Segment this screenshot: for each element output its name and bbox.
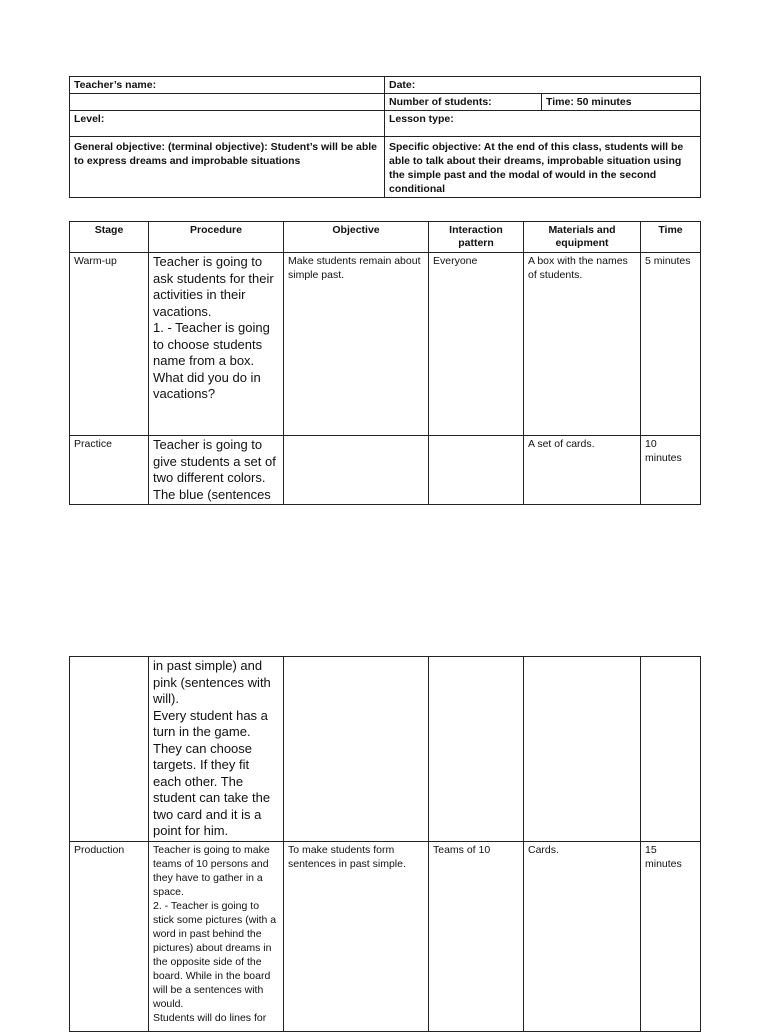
col-header-procedure: Procedure	[149, 222, 284, 253]
interaction-cell	[429, 436, 524, 505]
col-header-materials: Materials and equipment	[524, 222, 641, 253]
number-of-students-cell: Number of students:	[385, 94, 542, 111]
materials-cell: A set of cards.	[524, 436, 641, 505]
objective-cell: Make students remain about simple past.	[284, 253, 429, 436]
col-header-stage: Stage	[70, 222, 149, 253]
time-cell: Time: 50 minutes	[542, 94, 701, 111]
procedure-cell: Teacher is going to give students a set of two different colors. The blue (sentences	[149, 436, 284, 505]
lesson-plan-table-continued	[69, 656, 701, 1032]
specific-objective-cell: Specific objective: At the end of this class, students will be able to talk about their dreams, improbable situation using the simple past and the modal of would in the second conditional	[385, 137, 701, 198]
objective-text: To make students form sentences in past simple.	[288, 843, 406, 870]
table-row	[70, 253, 701, 436]
teacher-name-cell: Teacher’s name:	[70, 77, 385, 94]
procedure-cell: in past simple) and pink (sentences with will). Every student has a turn in the game. They can choose targets. If they fit each other. The student can take the two card and it is a point for him.	[149, 657, 284, 842]
date-cell: Date:	[385, 77, 701, 94]
lesson-header-table	[69, 76, 701, 198]
col-header-interaction: Interaction pattern	[429, 222, 524, 253]
table-row	[70, 841, 701, 1031]
general-objective-cell: General objective: (terminal objective): Student’s will be able to express dreams and improbable situations	[70, 137, 385, 198]
table-row	[70, 657, 701, 842]
table-row	[70, 436, 701, 505]
stage-cell: Warm-up	[70, 253, 149, 436]
stage-cell: Practice	[70, 436, 149, 505]
col-header-objective: Objective	[284, 222, 429, 253]
objective-cell	[284, 436, 429, 505]
materials-cell	[524, 657, 641, 842]
lesson-plan-table	[69, 221, 701, 505]
procedure-cell: Teacher is going to ask students for their activities in their vacations. 1. - Teacher is going to choose students name from a box. What did you do in vacations?	[149, 253, 284, 436]
materials-cell: Cards.	[524, 841, 641, 1031]
stage-cell	[70, 657, 149, 842]
time-cell: 15 minutes	[641, 841, 701, 1031]
time-cell: 5 minutes	[641, 253, 701, 436]
time-cell	[641, 657, 701, 842]
col-header-time: Time	[641, 222, 701, 253]
materials-cell: A box with the names of students.	[524, 253, 641, 436]
interaction-cell: Everyone	[429, 253, 524, 436]
level-cell: Level:	[70, 111, 385, 137]
objective-cell	[284, 841, 429, 1031]
objective-cell	[284, 657, 429, 842]
interaction-cell	[429, 657, 524, 842]
teacher-name-cell-cont	[70, 94, 385, 111]
time-cell: 10 minutes	[641, 436, 701, 505]
interaction-cell: Teams of 10	[429, 841, 524, 1031]
procedure-cell: Teacher is going to make teams of 10 persons and they have to gather in a space. 2. - Teacher is going to stick some pictures (with a word in past behind the pictures) about dreams in the opposite side of the board. While in the board will be a sentences with would. Students will do lines for	[149, 841, 284, 1031]
stage-cell: Production	[70, 841, 149, 1031]
lesson-type-cell: Lesson type:	[385, 111, 701, 137]
